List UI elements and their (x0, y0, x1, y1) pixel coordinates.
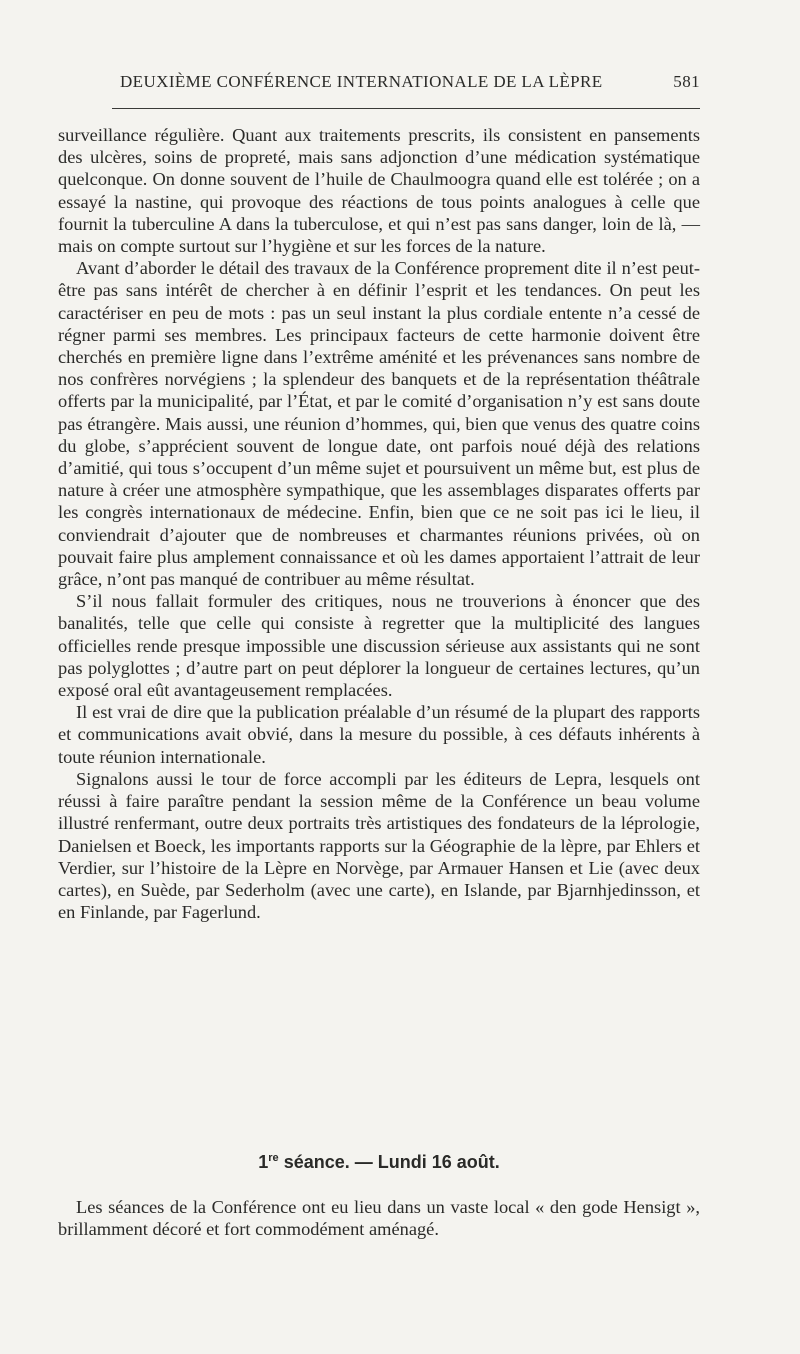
header-rule (112, 108, 700, 109)
paragraph: Signalons aussi le tour de force accompli par les éditeurs de Lepra, lesquels ont réussi à faire paraître pendant la session même de la Conférence un beau volume illustré renfermant, outre deux portraits très artistiques des fondateurs de la léprologie, Danielsen et Boeck, les importants rapports sur la Géographie de la lèpre, par Ehlers et Verdier, sur l’histoire de la Lèpre en Norvège, par Armauer Hansen et Lie (avec deux cartes), en Suède, par Sederholm (avec une carte), en Islande, par Bjarnhjedinsson, et en Finlande, par Fagerlund. (58, 768, 700, 923)
paragraph: Les séances de la Conférence ont eu lieu dans un vaste local « den gode Hensigt », brillamment décoré et fort commodément aménagé. (58, 1197, 700, 1240)
closing-text (58, 1196, 700, 1240)
running-header (112, 72, 702, 98)
section-ordinal: 1 (258, 1152, 269, 1172)
section-heading-text: séance. — Lundi 16 août. (283, 1152, 500, 1172)
page-number: 581 (673, 72, 700, 91)
section-heading (58, 1152, 700, 1173)
paragraph: Avant d’aborder le détail des travaux de la Conférence proprement dite il n’est peut-être pas sans intérêt de chercher à en définir l’esprit et les tendances. On peut les caractériser en peu de mots : pas un seul instant la plus cordiale entente n’a cessé de régner parmi ses membres. Les principaux facteurs de cette harmonie doivent être cherchés en première ligne dans l’extrême aménité et les prévenances sans nombre de nos confrères norvégiens ; la splendeur des banquets et de la représentation théâtrale offerts par la municipalité, par l’État, et par le comité d’organisation n’y est sans doute pas étrangère. Mais aussi, une réunion d’hommes, qui, bien que venus des quatre coins du globe, s’apprécient souvent de longue date, ont parfois noué déjà des relations d’amitié, qui tous s’occupent d’un même sujet et poursuivent un même but, est plus de nature à créer une atmosphère sympathique, que les assemblages disparates offerts par les congrès internationaux de médecine. Enfin, bien que ce ne soit pas ici le lieu, il conviendrait d’ajouter que de nombreuses et charmantes réunions privées, où on pouvait faire plus amplement connaissance et où les dames apportaient l’attrait de leur grâce, n’ont pas manqué de contribuer au même résultat. (58, 258, 700, 590)
paragraph: S’il nous fallait formuler des critiques, nous ne trouverions à énoncer que des banalités, telle que celle qui consiste à regretter que la multiplicité des langues officielles rende presque impossible une discussion sérieuse aux assistants qui ne sont pas polyglottes ; d’autre part on peut déplorer la longueur de certaines lectures, qu’un exposé oral eût avantageusement remplacées. (58, 591, 700, 701)
paragraph: surveillance régulière. Quant aux traitements prescrits, ils consistent en pansements des ulcères, soins de propreté, mais sans adjonction d’une médication systématique quelconque. On donne souvent de l’huile de Chaulmoogra quand elle est tolérée ; on a essayé la nastine, qui provoque des réactions de tous points analogues à celle que fournit la tuberculine A dans la tuberculose, et qui n’est pas sans danger, loin de là, — mais on compte surtout sur l’hygiène et sur les forces de la nature. (58, 125, 700, 257)
running-title: DEUXIÈME CONFÉRENCE INTERNATIONALE DE LA LÈPRE (120, 72, 603, 91)
body-text (58, 124, 700, 923)
paragraph: Il est vrai de dire que la publication préalable d’un résumé de la plupart des rapports et communications avait obvié, dans la mesure du possible, à ces défauts inhérents à toute réunion internationale. (58, 702, 700, 767)
section-ordinal-suffix: re (268, 1152, 279, 1164)
